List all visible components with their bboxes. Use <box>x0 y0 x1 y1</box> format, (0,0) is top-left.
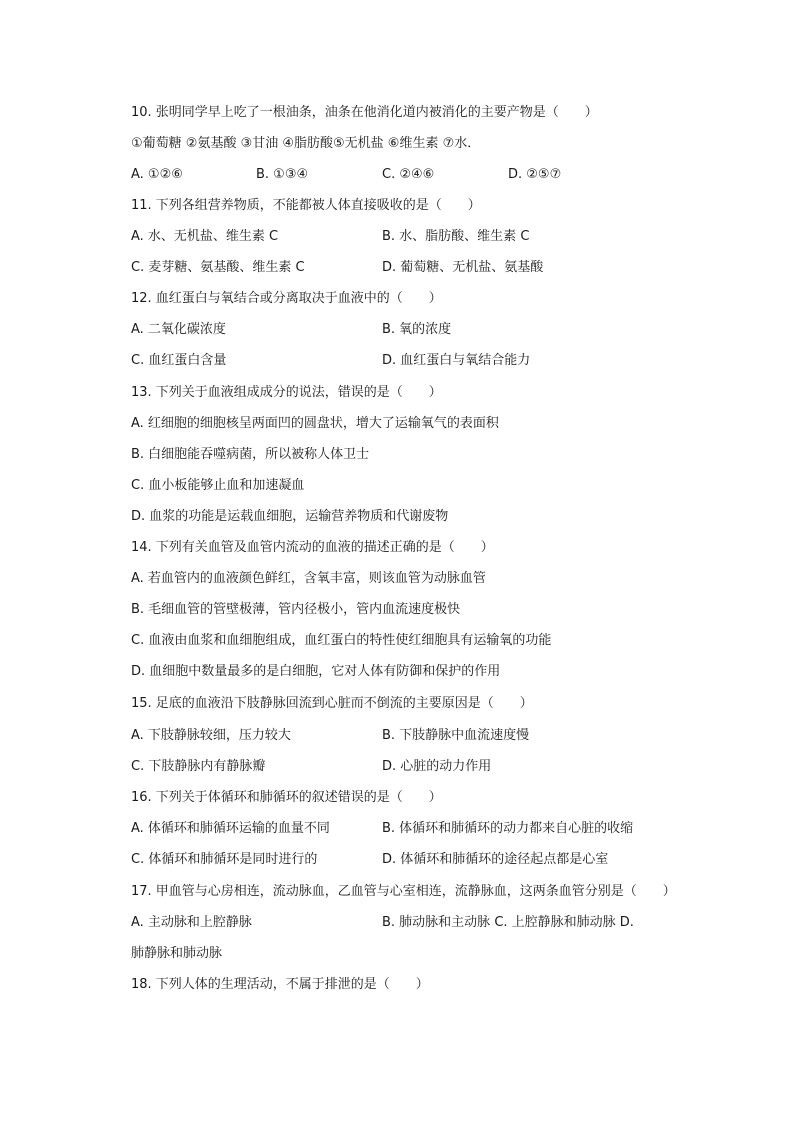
question-14-option-d: D. 血细胞中数量最多的是白细胞，它对人体有防御和保护的作用 <box>131 664 501 679</box>
question-12-stem: 12. 血红蛋白与氧结合或分离取决于血液中的（ ） <box>131 291 442 306</box>
question-17-options-bcd: B. 肺动脉和主动脉 C. 上腔静脉和肺动脉 D. <box>382 915 634 930</box>
question-14-option-a: A. 若血管内的血液颜色鲜红，含氧丰富，则该血管为动脉血管 <box>131 571 486 586</box>
question-10-items: ①葡萄糖 ②氨基酸 ③甘油 ④脂肪酸⑤无机盐 ⑥维生素 ⑦水． <box>131 136 481 151</box>
question-13-option-d: D. 血浆的功能是运载血细胞，运输营养物质和代谢废物 <box>131 509 449 524</box>
question-12-option-c: C. 血红蛋白含量 <box>131 353 227 368</box>
question-16-option-a: A. 体循环和肺循环运输的血量不同 <box>131 821 330 836</box>
question-16-option-c: C. 体循环和肺循环是同时进行的 <box>131 852 318 867</box>
question-13-stem: 13. 下列关于血液组成成分的说法，错误的是（ ） <box>131 385 442 400</box>
question-15-option-d: D. 心脏的动力作用 <box>382 759 492 774</box>
question-17-option-d-text: 肺静脉和肺动脉 <box>131 946 223 961</box>
question-11-option-c: C. 麦芽糖、氨基酸、维生素 C <box>131 260 305 275</box>
question-16-option-d: D. 体循环和肺循环的途径起点都是心室 <box>382 852 609 867</box>
question-13-option-a: A. 红细胞的细胞核呈两面凹的圆盘状，增大了运输氧气的表面积 <box>131 416 499 431</box>
question-14-stem: 14. 下列有关血管及血管内流动的血液的描述正确的是（ ） <box>131 540 494 555</box>
question-13-option-b: B. 白细胞能吞噬病菌，所以被称人体卫士 <box>131 447 370 462</box>
question-18-stem: 18. 下列人体的生理活动，不属于排泄的是（ ） <box>131 977 429 992</box>
question-16-option-b: B. 体循环和肺循环的动力都来自心脏的收缩 <box>382 821 634 836</box>
question-17-option-a: A. 主动脉和上腔静脉 <box>131 915 252 930</box>
question-13-option-c: C. 血小板能够止血和加速凝血 <box>131 478 305 493</box>
question-16-stem: 16. 下列关于体循环和肺循环的叙述错误的是（ ） <box>131 790 442 805</box>
question-14-option-b: B. 毛细血管的管壁极薄，管内径极小，管内血流速度极快 <box>131 602 461 617</box>
question-15-option-b: B. 下肢静脉中血流速度慢 <box>382 728 530 743</box>
question-10-option-d: D. ②⑤⑦ <box>508 167 562 182</box>
question-10-stem: 10. 张明同学早上吃了一根油条，油条在他消化道内被消化的主要产物是（ ） <box>131 105 598 120</box>
question-10-option-a: A. ①②⑥ <box>131 167 183 182</box>
question-10-option-c: C. ②④⑥ <box>382 167 435 182</box>
question-10-option-b: B. ①③④ <box>256 167 309 182</box>
question-12-option-b: B. 氧的浓度 <box>382 322 452 337</box>
question-15-option-a: A. 下肢静脉较细，压力较大 <box>131 728 291 743</box>
question-14-option-c: C. 血液由血浆和血细胞组成，血红蛋白的特性使红细胞具有运输氧的功能 <box>131 633 552 648</box>
question-15-stem: 15. 足底的血液沿下肢静脉回流到心脏而不倒流的主要原因是（ ） <box>131 696 533 711</box>
question-12-option-d: D. 血红蛋白与氧结合能力 <box>382 353 531 368</box>
question-17-stem: 17. 甲血管与心房相连，流动脉血，乙血管与心室相连，流静脉血，这两条血管分别是（ ） <box>131 884 676 899</box>
question-11-stem: 11. 下列各组营养物质，不能都被人体直接吸收的是（ ） <box>131 198 481 213</box>
question-15-option-c: C. 下肢静脉内有静脉瓣 <box>131 759 266 774</box>
question-11-option-a: A. 水、无机盐、维生素 C <box>131 229 279 244</box>
question-12-option-a: A. 二氧化碳浓度 <box>131 322 226 337</box>
question-11-option-b: B. 水、脂肪酸、维生素 C <box>382 229 530 244</box>
question-11-option-d: D. 葡萄糖、无机盐、氨基酸 <box>382 260 544 275</box>
